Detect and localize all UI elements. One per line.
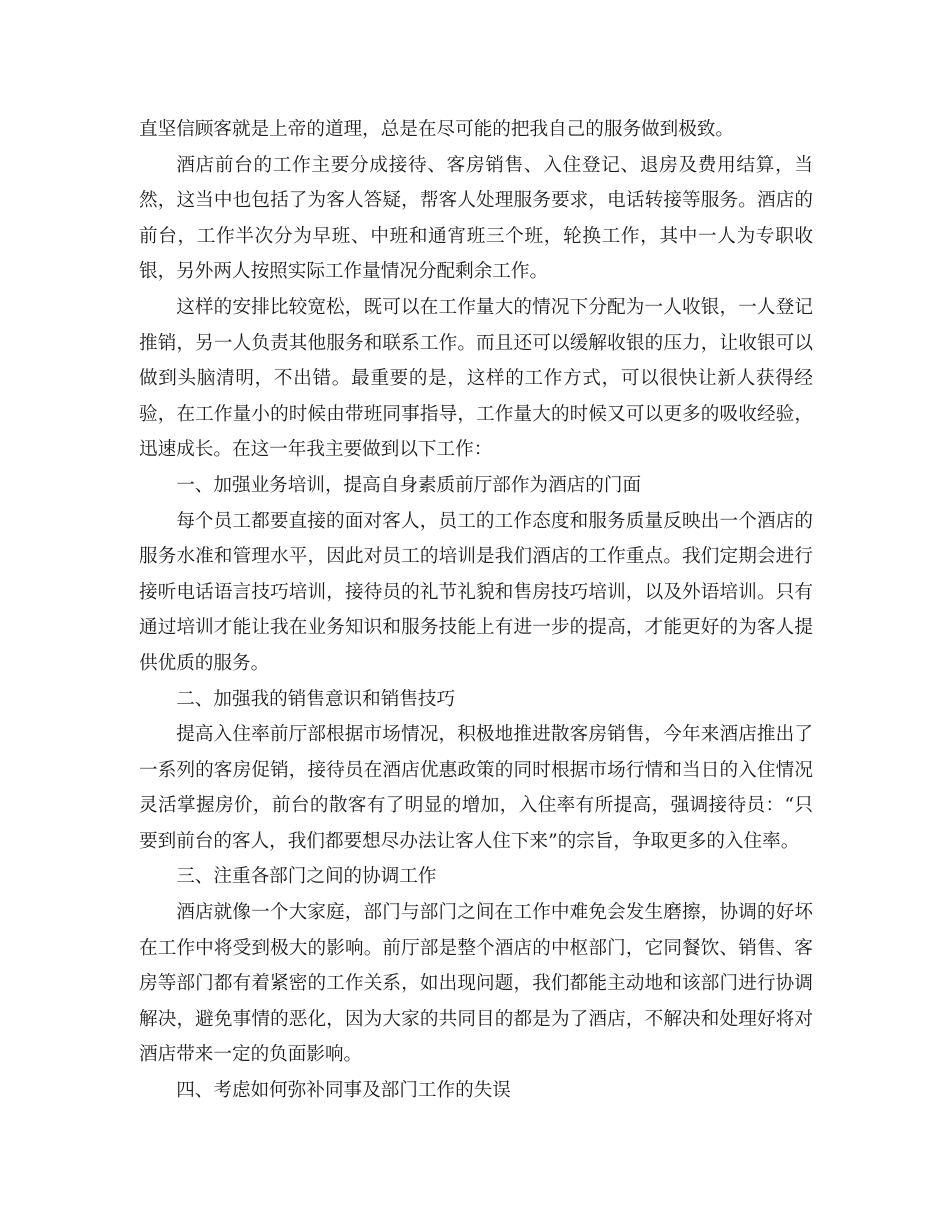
section-heading-sales: 二、加强我的销售意识和销售技巧 [176, 688, 456, 710]
paragraph-coordination: 酒店就像一个大家庭，部门与部门之间在工作中难免会发生磨擦，协调的好坏在工作中将受到极大的影响。前厅部是整个酒店的中枢部门，它同餐饮、销售、客房等部门都有着紧密的工作关系，如出现问题，我们都能主动地和该部门进行协调解决，避免事情的恶化，因为大家的共同目的都是为了酒店，不解决和处理好将对酒店带来一定的负面影响。 [139, 902, 813, 1066]
section-heading-training: 一、加强业务培训，提高自身素质前厅部作为酒店的门面 [176, 474, 642, 496]
paragraph-shift-arrangement: 这样的安排比较宽松，既可以在工作量大的情况下分配为一人收银，一人登记推销，另一人负责其他服务和联系工作。而且还可以缓解收银的压力，让收银可以做到头脑清明，不出错。最重要的是，这样的工作方式，可以很快让新人获得经验，在工作量小的时候由带班同事指导，工作量大的时候又可以更多的吸收经验，迅速成长。在这一年我主要做到以下工作： [139, 296, 813, 461]
section-heading-coordination: 三、注重各部门之间的协调工作 [176, 866, 437, 888]
section-heading-mistakes: 四、考虑如何弥补同事及部门工作的失误 [176, 1080, 511, 1102]
document-body [139, 112, 813, 1109]
paragraph-front-desk-duties: 酒店前台的工作主要分成接待、客房销售、入住登记、退房及费用结算，当然，这当中也包括了为客人答疑，帮客人处理服务要求，电话转接等服务。酒店的前台，工作半次分为早班、中班和通宵班三个班，轮换工作，其中一人为专职收银，另外两人按照实际工作量情况分配剩余工作。 [139, 154, 813, 283]
paragraph-continuation: 直坚信顾客就是上帝的道理，总是在尽可能的把我自己的服务做到极致。 [139, 119, 735, 140]
paragraph-sales: 提高入住率前厅部根据市场情况，积极地推进散客房销售，今年来酒店推出了一系列的客房促销，接待员在酒店优惠政策的同时根据市场行情和当日的入住情况灵活掌握房价，前台的散客有了明显的增加，入住率有所提高，强调接待员：“只要到前台的客人，我们都要想尽办法让客人住下来”的宗旨，争取更多的入住率。 [139, 724, 813, 852]
paragraph-training: 每个员工都要直接的面对客人，员工的工作态度和服务质量反映出一个酒店的服务水准和管理水平，因此对员工的培训是我们酒店的工作重点。我们定期会进行接听电话语言技巧培训，接待员的礼节礼貌和售房技巧培训，以及外语培训。只有通过培训才能让我在业务知识和服务技能上有进一步的提高，才能更好的为客人提供优质的服务。 [139, 510, 813, 674]
